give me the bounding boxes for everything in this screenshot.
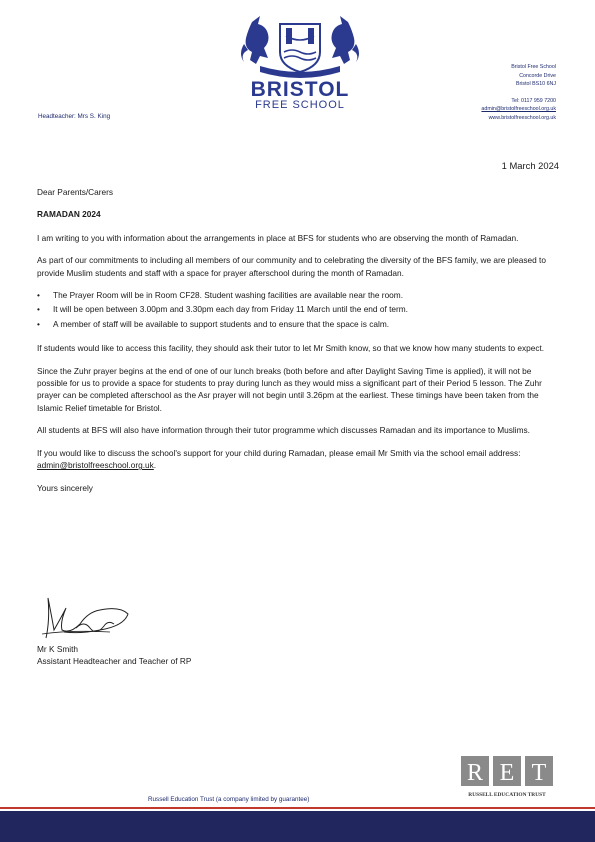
phone-number: Tel: 0117 959 7200 (511, 97, 556, 104)
ret-caption: RUSSELL EDUCATION TRUST (468, 792, 546, 798)
trust-footer-line: Russell Education Trust (a company limited by guarantee) (148, 796, 310, 803)
list-item: • It will be open between 3.00pm and 3.30pm each day from Friday 11 March until the end of term. (37, 304, 408, 315)
school-website: www.bristolfreeschool.org.uk (488, 114, 556, 121)
signer-name: Mr K Smith (37, 644, 79, 654)
bullet-icon: • (37, 304, 40, 315)
list-item: • A member of staff will be available to support students and to ensure that the space is calm. (37, 318, 390, 329)
paragraph: As part of our commitments to including all members of our community and to celebrating the diversity of the BFS family, we are pleased to provide Muslim students and staff with a space for prayer afterschool during the month of Ramadan. (37, 255, 546, 278)
paragraph: All students at BFS will also have information through their tutor programme which discusses Ramadan and its importance to Muslims. (37, 425, 530, 436)
letter-body (37, 186, 561, 504)
school-crest-logo (230, 14, 370, 110)
list-item: • The Prayer Room will be in Room CF28. Student washing facilities are available near the room. (37, 290, 404, 301)
address-line: Concorde Drive (519, 72, 556, 79)
paragraph: If students would like to access this facility, they should ask their tutor to let Mr Smith know, so that we know how many students to expect. (37, 343, 545, 354)
address-line: Bristol Free School (511, 64, 556, 70)
signer-title: Assistant Headteacher and Teacher of RP (37, 656, 192, 667)
letter-date: 1 March 2024 (501, 160, 559, 171)
paragraph: Since the Zuhr prayer begins at the end of one of our lunch breaks (both before and after Daylight Saving Time is applied), it will not be possible for us to provide a space for students to pray during lunch as they would miss a significant part of their Period 5 lesson. The Zuhr prayer can be completed afterschool as the Asr prayer will not begin until 3.26pm at the earliest. These timings have been taken from the Islamic Relief timetable for Bristol. (37, 365, 542, 413)
ret-letter: R (466, 760, 484, 786)
salutation: Dear Parents/Carers (37, 187, 114, 197)
letter-heading: RAMADAN 2024 (37, 209, 101, 220)
contact-email-link[interactable]: admin@bristolfreeschool.org.uk (37, 460, 154, 471)
school-name-wordmark: BRISTOL (250, 78, 350, 101)
arrangements-list (37, 289, 561, 330)
school-subname-wordmark: FREE SCHOOL (255, 99, 345, 110)
paragraph: I am writing to you with information about the arrangements in place at BFS for students who are observing the month of Ramadan. (37, 232, 519, 243)
handwritten-signature (40, 590, 132, 642)
footer-blue-band (0, 811, 595, 842)
address-line: Bristol BS10 6NJ (515, 81, 556, 88)
closing: Yours sincerely (37, 482, 93, 493)
bullet-icon: • (37, 290, 40, 301)
headteacher-line: Headteacher: Mrs S. King (38, 113, 111, 120)
signer-block (37, 643, 191, 668)
ret-logo (456, 752, 559, 800)
school-email-link[interactable]: admin@bristolfreeschool.org.uk (481, 106, 556, 113)
ret-letter: T (531, 760, 547, 786)
school-address-block (416, 63, 556, 123)
footer-red-rule (0, 807, 595, 809)
ret-letter: E (499, 760, 515, 786)
bullet-icon: • (37, 318, 40, 329)
contact-paragraph: If you would like to discuss the school's support for your child during Ramadan, please email Mr Smith via the school email address: admin@bristolfreeschool.org.uk. (37, 447, 521, 471)
